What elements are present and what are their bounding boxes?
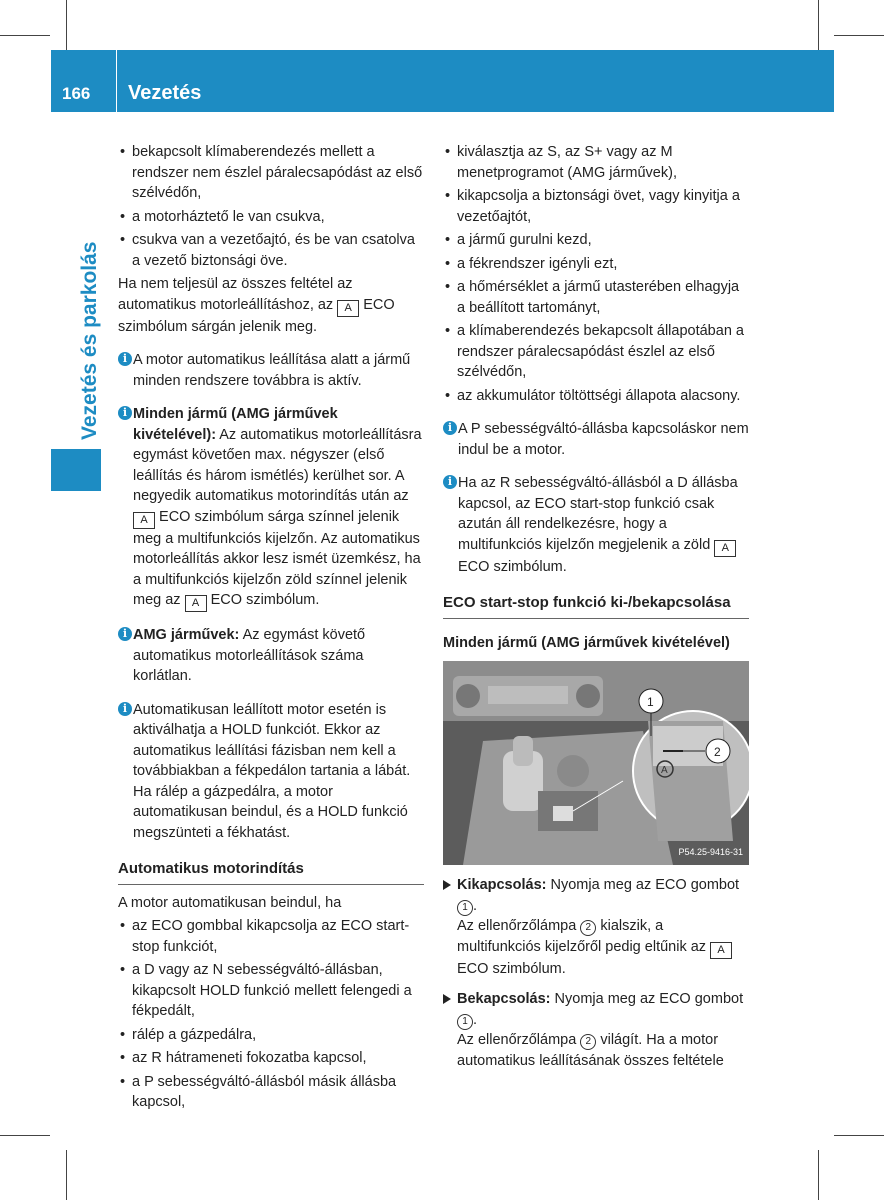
eco-symbol-icon: A (714, 540, 736, 557)
left-column (118, 142, 424, 1116)
section-title: ECO start-stop funkció ki-/bekapcsolása (443, 593, 749, 619)
list-item: • kiválasztja az S, az S+ vagy az M menetprogramot (AMG járművek), (443, 142, 749, 183)
info-icon: i (118, 627, 132, 641)
list-item: • a jármű gurulni kezd, (443, 230, 749, 251)
info-icon: i (443, 475, 457, 489)
info-icon: i (118, 702, 132, 716)
instruction-step: Kikapcsolás: Nyomja meg az ECO gombot 1 . Az ellenőrzőlámpa 2 kialszik, a multifunkciós kijelzőről pedig eltűnik az A ECO szimbólum. (443, 875, 749, 979)
list-item: • rálép a gázpedálra, (118, 1025, 424, 1046)
info-note: i A P sebességváltó-állásba kapcsoláskor nem indul be a motor. (443, 419, 749, 460)
crop-mark (0, 35, 50, 36)
info-note: i A motor automatikus leállítása alatt a jármű minden rendszere továbbra is aktív. (118, 350, 424, 391)
list-item: • a hőmérséklet a jármű utasterében elhagyja a beállított tartományt, (443, 277, 749, 318)
list-item: • a D vagy az N sebességváltó-állásban, kikapcsolt HOLD funkció mellett felengedi a fékpedált, (118, 960, 424, 1022)
info-note: i AMG járművek: Az egymást követő automatikus motorleállítások száma korlátlan. (118, 625, 424, 687)
list-item: • az ECO gombbal kikapcsolja az ECO start-stop funkciót, (118, 916, 424, 957)
callout-1: 1 (647, 695, 654, 709)
info-note: i Minden jármű (AMG járművek kivételével): Az automatikus motorleállításra egymást követően max. négyszer (első leállítás és három ismétlés) kerülhet sor. A negyedik automatikus motorindítás után az A ECO szimbólum sárga színnel jelenik meg a multifunkciós kijelzőn. Az automatikus motorleállítás akkor lesz ismét üzemkész, ha a multifunkciós kijelzőn zöld színnel jelenik meg az A ECO szimbólum. (118, 404, 424, 612)
arrow-right-icon (443, 880, 451, 890)
list-item: • a klímaberendezés bekapcsolt állapotában a rendszer páralecsapódást észlel az első szélvédőn, (443, 321, 749, 383)
eco-button-icon: A (661, 765, 668, 776)
crop-mark (66, 1150, 67, 1200)
center-console-illustration (443, 661, 749, 865)
list-item: • az R hátrameneti fokozatba kapcsol, (118, 1048, 424, 1069)
page-number: 166 (62, 84, 91, 103)
eco-symbol-icon: A (710, 942, 732, 959)
list-item: • bekapcsolt klímaberendezés mellett a rendszer nem észlel páralecsapódást az első szélvédőn, (118, 142, 424, 204)
subsection-title: Minden jármű (AMG járművek kivételével) (443, 634, 730, 651)
eco-symbol-icon: A (133, 512, 155, 529)
info-icon: i (118, 406, 132, 420)
crop-mark (66, 0, 67, 50)
callout-2: 2 (714, 745, 721, 759)
section-title: Automatikus motorindítás (118, 859, 424, 885)
page-title: Vezetés (128, 82, 202, 104)
list-item: • a motorháztető le van csukva, (118, 207, 424, 228)
right-column (443, 142, 749, 1071)
info-note: i Ha az R sebességváltó-állásból a D állásba kapcsol, az ECO start-stop funkció csak azután áll rendelkezésre, hogy a multifunkciós kijelzőn megjelenik a zöld A ECO szimbólum. (443, 473, 749, 577)
list-item: • a fékrendszer igényli ezt, (443, 254, 749, 275)
crop-mark (818, 1150, 819, 1200)
eco-symbol-icon: A (337, 300, 359, 317)
list-item: • csukva van a vezetőajtó, és be van csatolva a vezető biztonsági öve. (118, 230, 424, 271)
crop-mark (834, 35, 884, 36)
list-item: • a P sebességváltó-állásból másik állásba kapcsol, (118, 1072, 424, 1113)
callout-ref-1: 1 (457, 1014, 473, 1030)
callout-ref-1: 1 (457, 900, 473, 916)
side-chapter-tab (51, 449, 101, 491)
info-icon: i (443, 421, 457, 435)
callout-ref-2: 2 (580, 920, 596, 936)
list-item: • kikapcsolja a biztonsági övet, vagy kinyitja a vezetőajtót, (443, 186, 749, 227)
list-item: • az akkumulátor töltöttségi állapota alacsony. (443, 386, 749, 407)
crop-mark (818, 0, 819, 50)
crop-mark (0, 1135, 50, 1136)
paragraph: Ha nem teljesül az összes feltétel az automatikus motorleállításhoz, az A ECO szimbólum sárgán jelenik meg. (118, 276, 395, 335)
crop-mark (834, 1135, 884, 1136)
paragraph: A motor automatikusan beindul, ha (118, 894, 342, 911)
side-chapter-label: Vezetés és parkolás (78, 241, 101, 440)
info-icon: i (118, 352, 132, 366)
center-console-figure (443, 661, 749, 865)
arrow-right-icon (443, 994, 451, 1004)
info-note: i Automatikusan leállított motor esetén is aktiválhatja a HOLD funkciót. Ekkor az automatikus leállítási fázisban nem kell a továbbiakban a fékpedálon tartania a lábát. Ha rálép a gázpedálra, a motor automatikusan beindul, és a HOLD funkció megszünteti a fékhatást. (118, 700, 424, 844)
instruction-step: Bekapcsolás: Nyomja meg az ECO gombot 1 . Az ellenőrzőlámpa 2 világít. Ha a motor automatikus leállításának összes feltétele (443, 989, 749, 1071)
header-divider (116, 50, 117, 112)
figure-caption: P54.25-9416-31 (678, 846, 743, 857)
callout-ref-2: 2 (580, 1034, 596, 1050)
eco-symbol-icon: A (185, 595, 207, 612)
